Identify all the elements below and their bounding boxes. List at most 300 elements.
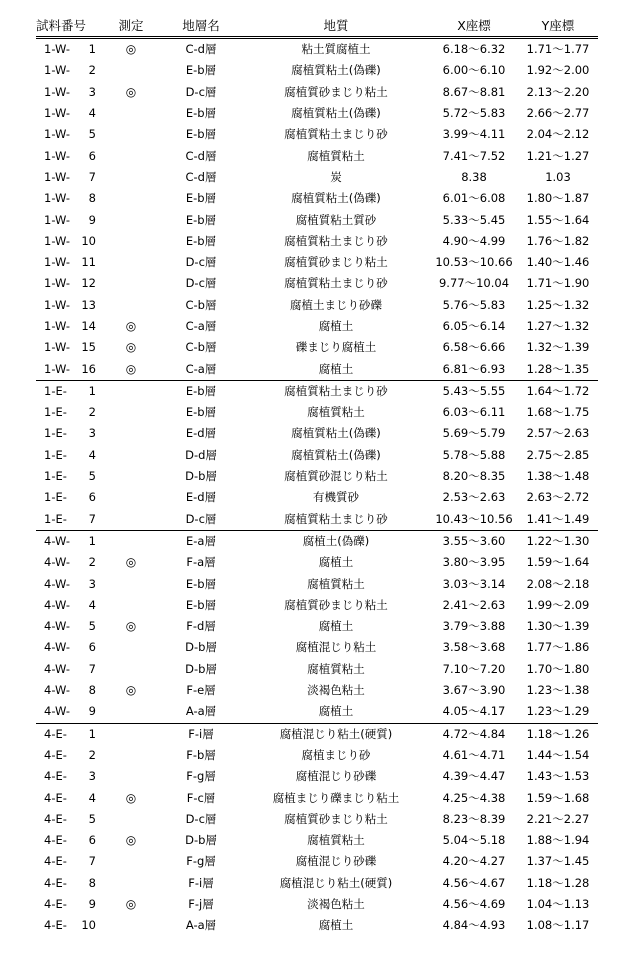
layer-cell: C-b層 [185,340,217,355]
y-coord-cell: 1.18～1.28 [526,875,590,890]
sample-number: 10 [81,233,96,248]
sample-group: 1-E- [44,511,67,526]
geology-cell: 腐植混じり砂礫 [295,854,377,869]
layer-cell: F-g層 [186,854,216,869]
x-coord-cell: 4.20～4.27 [442,854,506,869]
table-row [36,231,598,252]
y-coord-cell: 1.21～1.27 [526,148,590,163]
sample-no-cell [36,231,102,252]
sample-no-cell [36,124,102,145]
table-row [36,337,598,358]
measured-mark: ◎ [125,790,137,805]
sample-no-cell [36,851,102,872]
geology-cell: 腐植質粘土(偽礫) [291,191,381,206]
table-row [36,466,598,487]
geology-cell: 腐植土(偽礫) [302,533,370,548]
x-coord-cell: 4.56～4.69 [442,897,506,912]
header-row [36,16,598,38]
geology-cell: 腐植質砂まじり粘土 [284,597,388,612]
x-coord-cell: 5.33～5.45 [442,212,506,227]
measured-mark [102,487,160,508]
layer-cell: A-a層 [160,701,242,723]
measured-mark [102,295,160,316]
layer-cell: F-j層 [188,897,214,912]
sample-group: 4-W- [44,576,71,591]
measured-mark [102,103,160,124]
measured-mark [102,659,160,680]
x-coord-cell: 6.58～6.66 [442,340,506,355]
table-header [36,16,598,38]
sample-group: 1-W- [44,297,71,312]
sample-no-cell [36,873,102,894]
y-coord-cell: 1.70～1.80 [526,661,590,676]
sample-group: 1-E- [44,490,67,505]
x-coord-cell: 10.43～10.56 [430,509,518,531]
table-body [36,38,598,937]
geology-cell: 腐植質粘土 [307,833,365,848]
sample-no-cell [36,337,102,358]
x-coord-cell: 6.01～6.08 [442,191,506,206]
table-row [36,680,598,701]
x-coord-cell: 4.39～4.47 [442,769,506,784]
sample-group: 1-W- [44,276,71,291]
geology-cell: 腐植質砂まじり粘土 [284,84,388,99]
x-coord-cell: 6.81～6.93 [430,358,518,380]
table-row [36,830,598,851]
sample-number: 11 [81,255,96,270]
sample-group: 1-W- [44,169,71,184]
y-coord-cell: 1.23～1.29 [518,701,598,723]
sample-number: 1 [88,726,96,741]
header-measured: 測定 [102,16,160,38]
y-coord-cell: 1.38～1.48 [526,469,590,484]
measured-mark [102,873,160,894]
sample-no-cell [36,552,102,573]
sample-number: 5 [88,469,96,484]
geology-cell: 腐植質粘土(偽礫) [291,426,381,441]
sample-number: 2 [88,63,96,78]
sample-number: 2 [88,405,96,420]
measured-mark [102,445,160,466]
sample-no-cell [36,894,102,915]
y-coord-cell: 1.41～1.49 [518,509,598,531]
measured-mark [102,573,160,594]
sample-number: 16 [81,361,96,376]
geology-cell: 腐植質粘土(偽礫) [291,63,381,78]
sample-group: 1-W- [44,84,71,99]
table-row [36,316,598,337]
measured-mark [102,466,160,487]
sample-group: 1-E- [44,426,67,441]
layer-cell: D-c層 [160,509,242,531]
layer-cell: E-b層 [185,233,217,248]
measured-mark [102,509,160,531]
geology-cell: 腐植混じり粘土(硬質) [279,726,393,741]
table-row [36,573,598,594]
sample-no-cell [36,509,102,531]
sample-number: 3 [88,84,96,99]
x-coord-cell: 3.03～3.14 [442,576,506,591]
sample-group: 4-W- [44,661,71,676]
layer-cell: E-a層 [186,533,216,548]
table-row [36,894,598,915]
sample-no-cell [36,766,102,787]
table-row [36,745,598,766]
y-coord-cell: 1.88～1.94 [526,833,590,848]
sample-number: 5 [88,127,96,142]
table-row [36,103,598,124]
sample-number: 9 [88,897,96,912]
x-coord-cell: 4.61～4.71 [442,747,506,762]
sample-group: 4-E- [44,811,67,826]
sample-no-cell [36,616,102,637]
x-coord-cell: 3.80～3.95 [442,555,506,570]
measured-mark [102,273,160,294]
measured-mark: ◎ [125,897,137,912]
sample-group: 1-E- [44,405,67,420]
header-sample-no: 試料番号 [36,16,102,38]
sample-group: 1-E- [44,469,67,484]
sample-number: 3 [88,576,96,591]
x-coord-cell: 3.99～4.11 [442,127,506,142]
table-row [36,552,598,573]
measured-mark [102,167,160,188]
y-coord-cell: 1.23～1.38 [526,683,590,698]
y-coord-cell: 2.21～2.27 [526,811,590,826]
sample-number: 1 [88,383,96,398]
x-coord-cell: 4.56～4.67 [442,875,506,890]
sample-no-cell [36,209,102,230]
sample-no-cell [36,145,102,166]
y-coord-cell: 1.92～2.00 [526,63,590,78]
sample-no-cell [36,358,102,380]
x-coord-cell: 10.53～10.66 [435,255,513,270]
table-row [36,766,598,787]
layer-cell: F-d層 [186,619,216,634]
layer-cell: C-d層 [185,148,217,163]
sample-no-cell [36,38,102,61]
layer-cell: C-b層 [185,297,217,312]
layer-cell: E-d層 [185,426,217,441]
geology-cell: 腐植質砂まじり粘土 [284,255,388,270]
table-row [36,38,598,61]
header-layer: 地層名 [160,16,242,38]
x-coord-cell: 6.03～6.11 [442,405,506,420]
geology-cell: 腐植土 [318,918,354,933]
measured-mark [102,530,160,552]
y-coord-cell: 1.44～1.54 [526,747,590,762]
geology-cell: 腐植質粘土(偽礫) [291,106,381,121]
table-row [36,616,598,637]
x-coord-cell: 3.67～3.90 [442,683,506,698]
y-coord-cell: 1.03 [545,169,571,184]
y-coord-cell: 2.13～2.20 [526,84,590,99]
sample-number: 4 [88,597,96,612]
layer-cell: D-c層 [185,811,217,826]
measured-mark [102,423,160,444]
y-coord-cell: 1.77～1.86 [526,640,590,655]
geology-cell: 腐植質粘土(偽礫) [291,447,381,462]
sample-no-cell [36,103,102,124]
x-coord-cell: 5.72～5.83 [442,106,506,121]
sample-no-cell [36,423,102,444]
measured-mark [102,851,160,872]
layer-cell: F-e層 [186,683,216,698]
geology-cell: 腐植土 [242,701,430,723]
geology-cell: 淡褐色粘土 [307,683,365,698]
sample-number: 4 [88,447,96,462]
x-coord-cell: 8.67～8.81 [442,84,506,99]
layer-cell: F-i層 [188,726,214,741]
sample-no-cell [36,188,102,209]
layer-cell: D-d層 [185,447,217,462]
geology-cell: 腐植質粘土まじり砂 [284,276,388,291]
measured-mark: ◎ [125,340,137,355]
layer-cell: C-a層 [185,319,217,333]
table-row [36,295,598,316]
sample-group: 1-W- [44,191,71,206]
measured-mark [102,766,160,787]
layer-cell: F-c層 [186,790,216,805]
sample-group: 4-W- [44,597,71,612]
y-coord-cell: 1.71～1.77 [526,42,590,57]
x-coord-cell: 2.41～2.63 [442,597,506,612]
table-row [36,809,598,830]
sample-number: 14 [81,319,96,333]
table-row [36,851,598,872]
sample-group: 4-E- [44,875,67,890]
sample-no-cell [36,637,102,658]
sample-group: 1-W- [44,255,71,270]
x-coord-cell: 4.05～4.17 [430,701,518,723]
layer-cell: F-a層 [186,555,216,570]
measured-mark [102,637,160,658]
x-coord-cell: 3.79～3.88 [442,619,506,634]
table-row [36,124,598,145]
sample-number: 6 [88,640,96,655]
geology-cell: 腐植質粘土まじり砂 [284,383,388,398]
sample-no-cell [36,809,102,830]
geology-cell: 淡褐色粘土 [307,897,365,912]
x-coord-cell: 5.76～5.83 [442,297,506,312]
sample-number: 1 [88,42,96,57]
x-coord-cell: 8.23～8.39 [442,811,506,826]
sample-no-cell [36,167,102,188]
sample-number: 13 [81,297,96,312]
table-row [36,915,598,936]
geology-cell: 腐植質砂混じり粘土 [284,469,388,484]
sample-number: 6 [88,148,96,163]
y-coord-cell: 1.18～1.26 [526,726,590,741]
table-row [36,701,598,723]
y-coord-cell: 2.57～2.63 [526,426,590,441]
x-coord-cell: 2.53～2.63 [442,490,506,505]
header-x-coord: X座標 [430,16,518,38]
sample-group: 1-W- [44,212,71,227]
table-row [36,188,598,209]
measured-mark [102,145,160,166]
x-coord-cell: 3.55～3.60 [442,533,506,548]
x-coord-cell: 6.05～6.14 [442,319,506,333]
sample-group: 4-E- [44,747,67,762]
layer-cell: C-d層 [185,169,217,184]
x-coord-cell: 4.72～4.84 [442,726,506,741]
y-coord-cell: 1.80～1.87 [526,191,590,206]
x-coord-cell: 8.20～8.35 [442,469,506,484]
sample-number: 5 [88,811,96,826]
table-row [36,273,598,294]
y-coord-cell: 1.64～1.72 [526,383,590,398]
sample-no-cell [36,680,102,701]
sample-group: 1-W- [44,148,71,163]
sample-no-cell [36,316,102,337]
sample-number: 5 [88,619,96,634]
sample-number: 3 [88,769,96,784]
sample-number: 15 [81,340,96,355]
table-row [36,530,598,552]
measured-mark [102,231,160,252]
y-coord-cell: 2.66～2.77 [526,106,590,121]
sample-no-cell [36,466,102,487]
layer-cell: A-a層 [185,918,217,933]
y-coord-cell: 1.22～1.30 [526,533,590,548]
sample-number: 4 [88,790,96,805]
x-coord-cell: 4.25～4.38 [442,790,506,805]
measured-mark [102,252,160,273]
geology-cell: 腐植質粘土 [307,576,365,591]
sample-number: 8 [88,191,96,206]
sample-no-cell [36,82,102,103]
geology-cell: 腐植土 [318,619,354,634]
sample-no-cell [36,830,102,851]
table-row [36,145,598,166]
table-row [36,487,598,508]
x-coord-cell: 4.90～4.99 [442,233,506,248]
geology-cell: 腐植質粘土 [307,148,365,163]
header-y-coord: Y座標 [518,16,598,38]
y-coord-cell: 1.27～1.32 [526,319,590,333]
sample-group: 4-E- [44,897,67,912]
table-row [36,423,598,444]
sample-number: 9 [88,704,96,719]
measured-mark: ◎ [125,833,137,848]
sample-group: 1-E- [44,383,67,398]
geology-cell: 腐植質粘土質砂 [295,212,377,227]
sample-number: 8 [88,683,96,698]
table-row [36,209,598,230]
sample-no-cell [36,60,102,81]
measured-mark: ◎ [125,84,137,99]
sample-number: 9 [88,212,96,227]
layer-cell: E-b層 [185,576,217,591]
measured-mark: ◎ [125,683,137,698]
sample-group: 1-W- [44,127,71,142]
measured-mark [102,701,160,723]
table-row [36,402,598,423]
geology-cell: 腐植まじり砂 [301,747,371,762]
sample-no-cell [36,273,102,294]
sample-no-cell [36,659,102,680]
sample-number: 10 [81,918,96,933]
x-coord-cell: 7.10～7.20 [442,661,506,676]
layer-cell: E-b層 [185,106,217,121]
sample-group: 4-W- [44,555,71,570]
header-geology: 地質 [242,16,430,38]
y-coord-cell: 2.04～2.12 [526,127,590,142]
sample-group: 1-W- [44,319,71,333]
table-row [36,252,598,273]
y-coord-cell: 1.59～1.64 [526,555,590,570]
measured-mark [102,723,160,745]
sample-no-cell [36,787,102,808]
table-row [36,595,598,616]
table-row [36,637,598,658]
y-coord-cell: 2.75～2.85 [526,447,590,462]
measured-mark [102,380,160,402]
y-coord-cell: 1.40～1.46 [526,255,590,270]
sample-group: 4-E- [44,726,67,741]
layer-cell: D-c層 [185,255,217,270]
sample-number: 7 [88,854,96,869]
layer-cell: D-b層 [185,661,217,676]
layer-cell: C-a層 [160,358,242,380]
sample-no-cell [36,915,102,936]
sample-no-cell [36,380,102,402]
x-coord-cell: 9.77～10.04 [438,276,510,291]
geology-cell: 腐植質粘土まじり砂 [242,509,430,531]
y-coord-cell: 1.25～1.32 [526,297,590,312]
sample-no-cell [36,487,102,508]
sample-number: 8 [88,875,96,890]
y-coord-cell: 1.28～1.35 [518,358,598,380]
y-coord-cell: 1.37～1.45 [526,854,590,869]
layer-cell: D-c層 [185,84,217,99]
x-coord-cell: 8.38 [461,169,487,184]
layer-cell: D-b層 [185,469,217,484]
sample-group: 1-E- [44,447,67,462]
table-row [36,509,598,531]
x-coord-cell: 5.04～5.18 [442,833,506,848]
y-coord-cell: 2.08～2.18 [526,576,590,591]
sample-table [36,16,598,936]
y-coord-cell: 1.30～1.39 [526,619,590,634]
geology-cell: 腐植まじり礫まじり粘土 [272,790,400,805]
y-coord-cell: 1.55～1.64 [526,212,590,227]
sample-group: 4-E- [44,854,67,869]
y-coord-cell: 1.99～2.09 [526,597,590,612]
layer-cell: F-g層 [186,769,216,784]
layer-cell: E-d層 [185,490,217,505]
sample-no-cell [36,701,102,723]
sample-group: 1-W- [44,106,71,121]
measured-mark [102,809,160,830]
measured-mark: ◎ [125,42,137,57]
y-coord-cell: 1.68～1.75 [526,405,590,420]
sample-group: 4-E- [44,833,67,848]
table-row [36,358,598,380]
sample-no-cell [36,573,102,594]
sample-group: 4-W- [44,683,71,698]
table-row [36,873,598,894]
geology-cell: 腐植質粘土 [307,405,365,420]
geology-cell: 腐植土 [242,358,430,380]
layer-cell: F-i層 [188,875,214,890]
x-coord-cell: 6.18～6.32 [442,42,506,57]
geology-cell: 粘土質腐植土 [301,42,371,57]
sample-group: 1-W- [44,233,71,248]
measured-mark [102,124,160,145]
layer-cell: E-b層 [185,212,217,227]
